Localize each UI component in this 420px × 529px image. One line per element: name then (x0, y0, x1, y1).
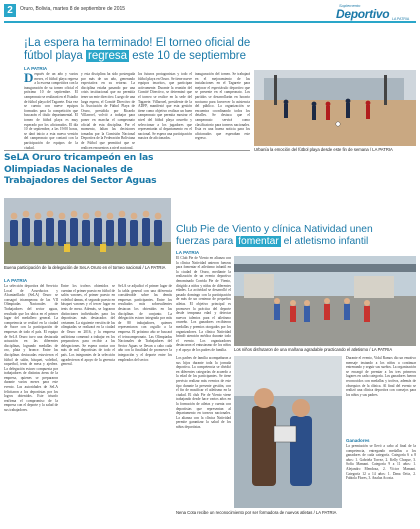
article2-caption-source: / LA PATRIA (142, 265, 166, 270)
article1-column-4: inauguración del torneo. Se trabajará en el mejoramiento de las instalaciones en el Tagarete para mejorar el espectáculo deportivo que se presente en el campeonato. Los partidos se desarrollarán en horario nocturno para favorecer la asistencia del público. La organización se encuentra coordinando todos los detalles. Se destaca que el campeonato servirá como clasificatorio para torneos nacionales. Esta es una buena noticia para los aficionados que esperaban este regreso. (195, 72, 250, 141)
article3-headline-line2 (176, 236, 418, 248)
article2-caption-text: Buena participación de la delegación de SeLA Oruro en el torneo nacional (4, 265, 142, 270)
article3-headline-part-b: el atletismo infantil (283, 236, 369, 247)
article3-photo-bottom (234, 356, 342, 508)
article1-headline-part-a: fútbol playa (24, 50, 83, 62)
article3-photo-top (234, 256, 416, 346)
article2-headline: SeLA Oruro tricampeón en las Olimpiadas Nacionales de Trabajadores del Sector Aguas (4, 152, 157, 186)
article3-photo-bottom-caption (176, 510, 342, 515)
article2-photo-caption (4, 265, 171, 270)
article3-column-3: Durante el evento, Vidal Ramos dio un emotivo mensaje instando a los niños a continuar entrenando y seguir sus sueños. La organización se encargó de premiar a los tres primeros lugares en cada categoría. Los ganadores fueron reconocidos con medallas y trofeos, además de obsequios de la clínica. Al final del evento se realizó una clínica deportiva con consejos para los niños y sus padres. (346, 356, 416, 397)
header-rule (4, 21, 416, 23)
article1-headline-line1: ¡La espera ha terminado! El torneo oficial de (24, 37, 251, 49)
children-race-illustration (234, 256, 416, 346)
article1-headline (24, 37, 414, 63)
article1-column-3: los futuros protagonistas y todo el fútbol playa en Oruro. Se tiene nueve equipos inscritos, que participan activamente. Durante la reunión del Comité Directivo, se determinó que el torneo se realice en la sede del Tagarete. Villarroel, presidente de la ADFP, manifestó que esta gestión tiene como objetivo realizar un buen campeonato que permita mostrar el nivel del fútbol playa orureño y seleccionar a los jugadores que representarán al departamento en el nacional. Se espera una participación masiva de aficionados. (138, 72, 192, 141)
logo-supertitle: Suplemento (339, 3, 361, 8)
article1-headline-part-b: este 10 de septiembre (132, 50, 247, 62)
article3-kicker: LA PATRIA (176, 250, 200, 255)
article3-top-caption-text: Los niños disfrutaron de una mañana agradable practicando el atletismo (234, 347, 369, 352)
article1-column-2: y esta disciplina ha sido postergada por más de un año, generando expectativa en su retorno. La disciplina estaba pasando por una crisis institucional que no permitía tener un ente directivo. Luego de una larga espera, el Comité Directivo de la Asociación de Fútbol Playa de Oruro, presidida por Ricardo Villarroel, volvió a trabajar para poner en marcha el campeonato oficial de esta disciplina. Por el momento, faltan las decisiones tomadas por la Comisión Nacional Deportiva de la Federación Boliviana de Fútbol que permitirá que se realicen encuentros a nivel nacional. (81, 72, 135, 150)
page-number: 2 (4, 4, 16, 17)
article3-headline-highlight: fomentar (238, 236, 279, 247)
section-separator (4, 150, 250, 151)
article2-column-2: Entre los trofeos obtenidos se cuentan el primer puesto en fútbol de salón varones, el primer puesto en voleibol damas, el segundo puesto en básquet varones y el tercer lugar en tenis de mesa. Además, se lograron distinciones individuales para los deportistas más destacados del certamen. La siguiente versión de las olimpiadas se realizará en la ciudad de Oruro en 2016, y la empresa anfitriona comenzó a trabajar en los preparativos para recibir a las delegaciones. Se espera contar con más de mil deportistas de todo el país. Los integrantes de la selección agradecieron el apoyo de la gerencia general. (61, 284, 115, 367)
article3-headline (176, 224, 418, 248)
article1-kicker: LA PATRIA (24, 66, 48, 71)
article1-drop-cap: D (24, 70, 34, 85)
article1-photo (254, 70, 416, 146)
article3-bottom-caption-text: Nena Cota recibe un reconocimiento por ser formadora de nuevos atletas (176, 510, 313, 515)
article1-caption-source: / LA PATRIA (369, 147, 393, 152)
article1-photo-caption (254, 147, 416, 152)
winners-list: La premiación se llevó a cabo al final de la competencia, entregando medallas a los ganadores de cada categoría. Categoría 6 a 8 años: 1. Gabriela Torrez, 2. Kelly Choque, 3. Sofía Mamani. Categoría 9 a 11 años: 1. Alejandro Mendoza, 2. Víctor Mamani. Categoría 12 a 14 años: 1. Dana Ortiz, 2. Fabiola Flores, 3. Analuz Acosta. (346, 444, 416, 481)
dateline: Oruro, Bolivia, martes 8 de septiembre de 2015 (20, 6, 126, 12)
article3-column-1: El Club Pie de Viento en alianza con la clínica Natividad unieron fuerzas para fomentar el atletismo infantil en la ciudad de Oruro, mediante la realización de un evento deportivo denominado Corrida Pie de Viento, dirigido a niños y niñas de diferentes edades. La actividad se desarrolló el pasado domingo con la participación de más de un centenar de pequeños atletas. El objetivo principal es promover la práctica del deporte desde temprana edad y detectar nuevos talentos para el atletismo orureño. Los ganadores recibieron medallas y premios otorgados por los organizadores. La clínica Natividad brindó atención médica durante todo el evento. Los organizadores destacaron el entusiasmo de los niños y el apoyo de los padres de familia. (176, 256, 231, 352)
article3-photo-top-caption (234, 347, 416, 352)
article3-bottom-caption-source: / LA PATRIA (313, 510, 337, 515)
article1-caption-text: Urbanía la emoción del fútbol playa desde este fin de semana (254, 147, 369, 152)
logo-title: Deportivo (336, 7, 390, 21)
article3-headline-line1: Club Pie de Viento y clínica Natividad unen (176, 224, 373, 235)
winners-heading: Ganadores (346, 438, 370, 443)
article3-headline-part-a: fuerzas para (176, 236, 234, 247)
article2-kicker: LA PATRIA (4, 278, 28, 283)
article1-headline-highlight: regresa (88, 50, 128, 62)
beach-soccer-illustration (254, 70, 416, 146)
article3-top-caption-source: / LA PATRIA (369, 347, 393, 352)
article1-col1-text: espués de un año y varios meses, el fútbol playa regresa a la escena competitiva con la inauguración de su torneo oficial el próximo 10 de septiembre. El campeonato se realizará en el Estadio de fútbol playa del Tagarete. Esta vez se cuenta con nueve equipos formados para la competición que buscarán el título departamental. El torneo de fútbol playa es muy esperado por los aficionados. El día 10 de septiembre, a las 19:00 horas, se dará inicio a esta nueva versión del campeonato que contará con la participación de equipos de la ciudad. (24, 72, 78, 150)
team-photo-illustration (4, 198, 171, 264)
article2-photo (4, 198, 171, 264)
article2-column-3: SeLA se adjudicó el primer lugar de la tabla general con una diferencia considerable sobre las demás empresas participantes. Entre los resultados más sobresalientes destacan los obtenidos en las disciplinas de conjunto. La delegación estuvo integrada por más de 80 trabajadores, quienes representaron con orgullo a la empresa. El próximo año se buscará el tetracampeonato. Las Olimpiadas Nacionales de Trabajadores del Sector Aguas se llevan a cabo cada año con la finalidad de promover la integración y el deporte entre los empleados del sector. (118, 284, 172, 362)
article2-column-1: La selección deportiva del Servicio Local de Acueductos y Alcantarillado (SeLA) Oruro se consagró tricampeona de las VII Olimpiadas Nacionales de Trabajadores del sector aguas, resultado que los ubica en el primer lugar del medallero general. La competencia se realizó en la ciudad de Sucre con la participación de empresas de todo el país. El equipo de SeLA Oruro tuvo una destacada actuación en las diferentes disciplinas, logrando medallas de oro, plata y bronce. Entre las disciplinas destacadas estuvieron el fútbol de salón, básquet, voleibol, raquetbol, tenis de mesa y ajedrez. La delegación estuvo compuesta por trabajadores de distintas áreas de la empresa, quienes se prepararon durante varios meses para este evento. Las autoridades de SeLA felicitaron a los deportistas por los logros obtenidos. Este triunfo reafirma el compromiso de la empresa con el deporte y la salud de sus trabajadores. (4, 284, 58, 413)
article3-column-2: Los padres de familia acompañaron a sus hijos durante toda la jornada deportiva. La competencia se dividió en diferentes categorías de acuerdo a la edad de los participantes. Se tiene previsto realizar más eventos de este tipo durante la presente gestión, con el fin de masificar el atletismo en la ciudad. El club Pie de Viento viene trabajando desde hace varios años en la formación de atletas y cuenta con deportistas que representan al departamento en torneos nacionales. La alianza con la clínica Natividad permite garantizar la salud de los niños deportistas. (176, 356, 231, 429)
recognition-illustration (234, 356, 342, 508)
article1-headline-line2 (24, 50, 414, 63)
logo-subtitle: LA PATRIA (392, 17, 410, 21)
article1-column-1 (24, 70, 78, 150)
